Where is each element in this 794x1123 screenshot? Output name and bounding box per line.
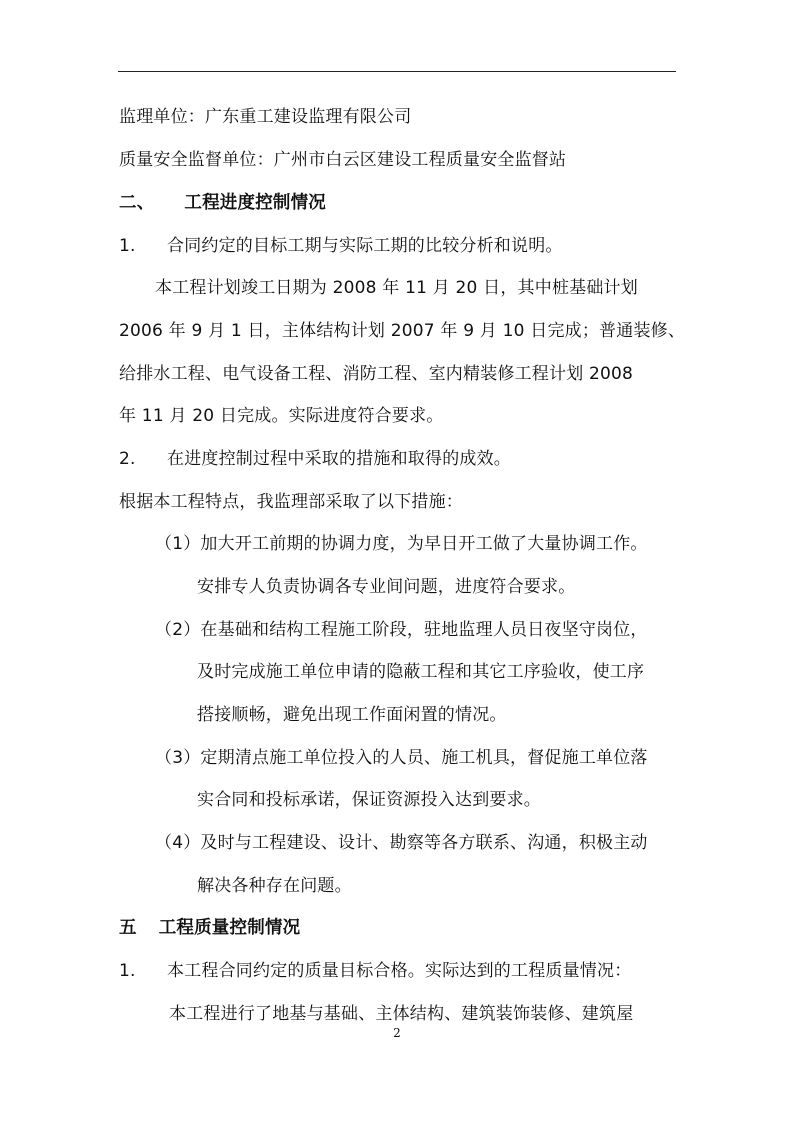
page-number: 2 bbox=[393, 1026, 401, 1040]
section-2-heading bbox=[119, 192, 326, 214]
item-3-text: 本工程合同约定的质量目标合格。实际达到的工程质量情况： bbox=[167, 961, 632, 981]
measure-2-line-1: （2）在基础和结构工程施工阶段，驻地监理人员日夜坚守岗位， bbox=[155, 620, 648, 640]
measure-4-line-1: （4）及时与工程建设、设计、勘察等各方联系、沟通，积极主动 bbox=[155, 833, 648, 853]
section-5-number: 五 bbox=[119, 918, 137, 938]
measure-2-line-3: 搭接顺畅，避免出现工作面闲置的情况。 bbox=[197, 705, 507, 725]
item-2-line bbox=[119, 448, 511, 470]
measure-2-line-2: 及时完成施工单位申请的隐蔽工程和其它工序验收，使工序 bbox=[197, 662, 645, 682]
schedule-paragraph-line-3: 给排水工程、电气设备工程、消防工程、室内精装修工程计划 2008 bbox=[119, 364, 634, 384]
measure-3-line-1: （3）定期清点施工单位投入的人员、施工机具，督促施工单位落 bbox=[155, 748, 648, 768]
quality-supervision-line: 质量安全监督单位：广州市白云区建设工程质量安全监督站 bbox=[119, 150, 567, 170]
item-3-line bbox=[119, 960, 631, 982]
schedule-paragraph-line-4: 年 11 月 20 日完成。实际进度符合要求。 bbox=[119, 406, 444, 426]
item-1-text: 合同约定的目标工期与实际工期的比较分析和说明。 bbox=[167, 236, 563, 256]
header-rule bbox=[118, 71, 676, 72]
measure-4-line-2: 解决各种存在问题。 bbox=[197, 876, 352, 896]
schedule-paragraph-line-2: 2006 年 9 月 1 日，主体结构计划 2007 年 9 月 10 日完成；普通装修、 bbox=[119, 321, 686, 341]
measure-3-line-2: 实合同和投标承诺，保证资源投入达到要求。 bbox=[197, 790, 541, 810]
schedule-paragraph-line-1: 本工程计划竣工日期为 2008 年 11 月 20 日，其中桩基础计划 bbox=[155, 278, 638, 298]
quality-paragraph-line-1: 本工程进行了地基与基础、主体结构、建筑装饰装修、建筑屋 bbox=[169, 1004, 634, 1024]
supervision-unit-line: 监理单位：广东重工建设监理有限公司 bbox=[119, 107, 412, 127]
item-1-number: 1. bbox=[119, 236, 136, 256]
measure-1-line-2: 安排专人负责协调各专业间问题，进度符合要求。 bbox=[197, 577, 576, 597]
measure-1-line-1: （1）加大开工前期的协调力度，为早日开工做了大量协调工作。 bbox=[155, 534, 648, 554]
item-2-text: 在进度控制过程中采取的措施和取得的成效。 bbox=[167, 449, 511, 469]
item-2-number: 2. bbox=[119, 449, 136, 469]
section-2-title: 工程进度控制情况 bbox=[184, 193, 327, 213]
item-1-line bbox=[119, 235, 563, 257]
section-5-title: 工程质量控制情况 bbox=[158, 918, 301, 938]
measures-intro-line: 根据本工程特点，我监理部采取了以下措施： bbox=[119, 492, 463, 512]
section-5-heading bbox=[119, 917, 300, 939]
section-2-number: 二、 bbox=[119, 193, 155, 213]
item-3-number: 1. bbox=[119, 961, 136, 981]
